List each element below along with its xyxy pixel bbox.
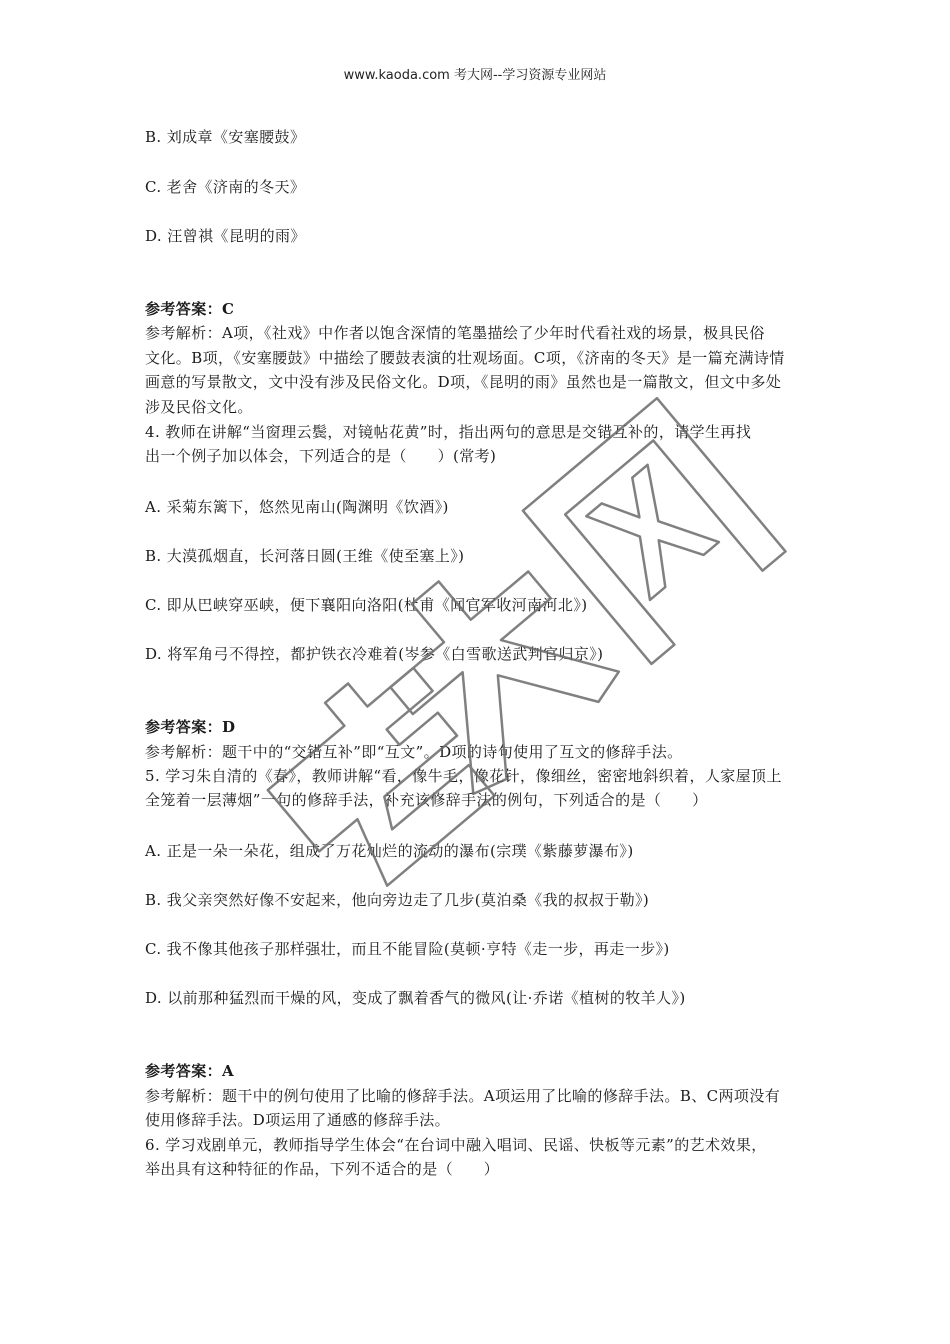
- option-text: C. 我不像其他孩子那样强壮，而且不能冒险(莫顿·亨特《走一步，再走一步》): [145, 940, 670, 958]
- option-text: A. 正是一朵一朵花，组成了万花灿烂的流动的瀑布(宗璞《紫藤萝瀑布》): [145, 842, 634, 860]
- question-stem: 举出具有这种特征的作品，下列不适合的是（ ）: [145, 1160, 500, 1178]
- option-text: B. 大漠孤烟直，长河落日圆(王维《使至塞上》): [145, 547, 465, 565]
- answer-label: 参考答案：A: [145, 1062, 235, 1080]
- option-text: A. 采菊东篱下，悠然见南山(陶渊明《饮酒》): [145, 498, 449, 516]
- option-text: D. 汪曾祺《昆明的雨》: [145, 227, 306, 245]
- explanation-text: 使用修辞手法。D项运用了通感的修辞手法。: [145, 1111, 451, 1129]
- option-text: C. 即从巴峡穿巫峡，便下襄阳向洛阳(杜甫《闻官军收河南河北》): [145, 596, 588, 614]
- explanation-text: 涉及民俗文化。: [145, 398, 253, 416]
- question-stem: 6. 学习戏剧单元，教师指导学生体会“在台词中融入唱词、民谣、快板等元素”的艺术效果，: [145, 1136, 767, 1154]
- question-stem: 全笼着一层薄烟”一句的修辞手法，补充该修辞手法的例句，下列适合的是（ ）: [145, 791, 708, 809]
- answer-label: 参考答案：C: [145, 300, 235, 318]
- option-text: B. 我父亲突然好像不安起来，他向旁边走了几步(莫泊桑《我的叔叔于勒》): [145, 891, 650, 909]
- explanation-text: 参考解析：A项，《社戏》中作者以饱含深情的笔墨描绘了少年时代看社戏的场景，极具民俗: [145, 324, 765, 342]
- explanation-text: 参考解析：题干中的例句使用了比喻的修辞手法。A项运用了比喻的修辞手法。B、C两项没有: [145, 1087, 781, 1105]
- answer-label: 参考答案：D: [145, 718, 236, 736]
- explanation-text: 文化。B项，《安塞腰鼓》中描绘了腰鼓表演的壮观场面。C项，《济南的冬天》是一篇充满诗情: [145, 349, 785, 367]
- question-stem: 出一个例子加以体会，下列适合的是（ ）(常考): [145, 447, 497, 465]
- question-stem: 4. 教师在讲解“当窗理云鬓，对镜帖花黄”时，指出两句的意思是交错互补的，请学生再找: [145, 423, 752, 441]
- explanation-text: 画意的写景散文，文中没有涉及民俗文化。D项，《昆明的雨》虽然也是一篇散文，但文中多处: [145, 373, 782, 391]
- question-stem: 5. 学习朱自清的《春》，教师讲解“看，像牛毛，像花针，像细丝，密密地斜织着，人家屋顶上: [145, 767, 782, 785]
- option-text: B. 刘成章《安塞腰鼓》: [145, 128, 306, 146]
- site-header: www.kaoda.com 考大网--学习资源专业网站: [343, 68, 607, 83]
- explanation-text: 参考解析：题干中的“交错互补”即“互文”。D项的诗句使用了互文的修辞手法。: [145, 743, 683, 761]
- option-text: D. 以前那种猛烈而干燥的风，变成了飘着香气的微风(让·乔诺《植树的牧羊人》): [145, 989, 686, 1007]
- option-text: C. 老舍《济南的冬天》: [145, 178, 306, 196]
- option-text: D. 将军角弓不得控，都护铁衣冷难着(岑参《白雪歌送武判官归京》): [145, 645, 604, 663]
